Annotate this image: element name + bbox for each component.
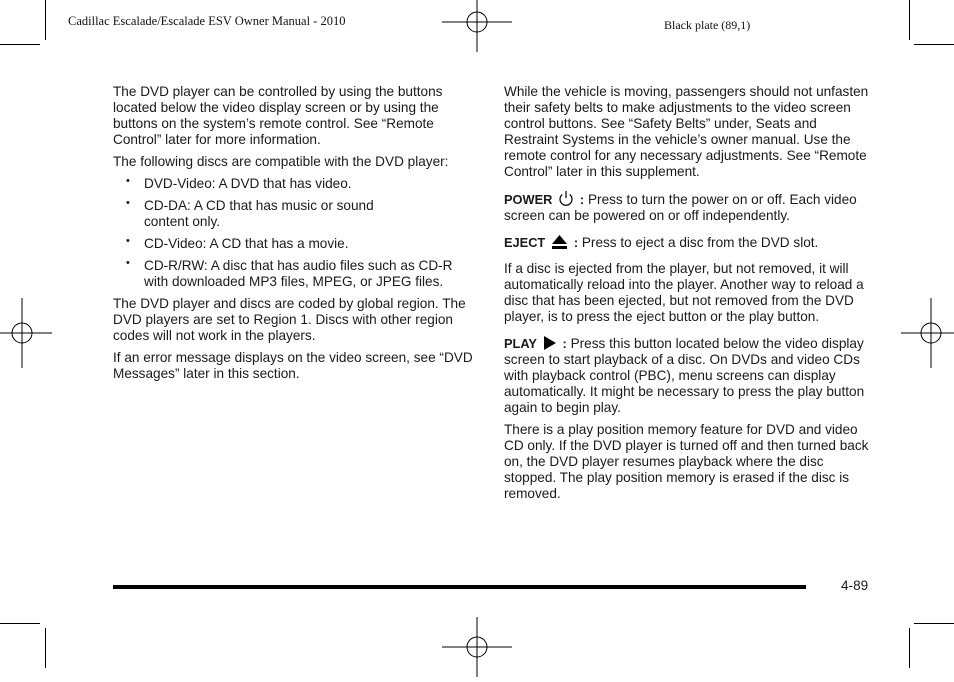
registration-mark-icon: [442, 612, 512, 682]
crop-mark-tr-v: [909, 0, 910, 40]
memory-paragraph: There is a play position memory feature for DVD and video CD only. If the DVD player is turned off and then turned back on, the DVD player resumes playback where the disc stopped. The play position memory is erased if the disc is removed.: [504, 422, 869, 501]
right-column: [504, 84, 870, 508]
left-column: [113, 84, 478, 388]
manual-title: Cadillac Escalade/Escalade ESV Owner Manual - 2010: [68, 14, 346, 28]
list-item: [113, 258, 478, 290]
compatible-discs-paragraph: The following discs are compatible with the DVD player:: [113, 154, 449, 169]
registration-mark-icon: [0, 298, 57, 368]
list-item-text: CD-DA: A CD that has music or sound content only.: [144, 198, 374, 229]
intro-paragraph: The DVD player can be controlled by using the buttons located below the video display screen or by using the buttons on the system’s remote control. See “Remote Control” later for more information.: [113, 84, 443, 147]
list-item: [113, 176, 478, 192]
eject-paragraph: [504, 234, 870, 251]
region-paragraph: The DVD player and discs are coded by global region. The DVD players are set to Region 1. Discs with other region codes will not work in the players.: [113, 296, 466, 343]
crop-mark-br-h: [914, 623, 954, 624]
crop-mark-tr-h: [914, 44, 954, 45]
list-item: [113, 198, 478, 230]
power-colon: :: [579, 192, 585, 207]
power-icon: [558, 190, 574, 207]
power-term: POWER: [504, 192, 553, 207]
crop-mark-tl-h: [0, 44, 40, 45]
bullet: •: [126, 197, 130, 209]
play-icon: [543, 335, 557, 351]
power-description: Press to turn the power on or off. Each video screen can be powered on or off independently.: [504, 192, 857, 223]
footer-rule: [113, 585, 806, 589]
registration-mark-icon: [442, 0, 512, 57]
list-item-text: CD-Video: A CD that has a movie.: [144, 236, 349, 251]
plate-label: Black plate (89,1): [664, 18, 751, 32]
power-paragraph: [504, 190, 870, 224]
bullet: •: [126, 235, 130, 247]
play-description: Press this button located below the video display screen to start playback of a disc. On DVDs and video CDs with playback control (PBC), menu screens can display automatically. It might be necessary to press the play button again to begin play.: [504, 336, 865, 415]
play-colon: :: [562, 336, 567, 351]
eject-colon: :: [573, 235, 579, 250]
bullet: •: [126, 257, 130, 269]
error-paragraph: If an error message displays on the video screen, see “DVD Messages” later in this section.: [113, 350, 473, 381]
eject-icon: [551, 234, 568, 250]
registration-mark-icon: [896, 298, 954, 368]
crop-mark-br-v: [909, 628, 910, 668]
crop-mark-bl-v: [45, 628, 46, 668]
play-term: PLAY: [504, 336, 537, 351]
list-item-text: CD-R/RW: A disc that has audio files such as CD-R with downloaded MP3 files, MPEG, or JPEG files.: [144, 258, 453, 289]
bullet: •: [126, 175, 130, 187]
safety-paragraph: While the vehicle is moving, passengers should not unfasten their safety belts to make adjustments to the video screen control buttons. See “Safety Belts” under, Seats and Restraint Systems in the vehicle’s owner manual. Use the remote control for any necessary adjustments. See “Remote Control” later in this supplement.: [504, 84, 869, 179]
eject-description: Press to eject a disc from the DVD slot.: [581, 235, 819, 250]
page-number: 4-89: [841, 578, 869, 593]
play-paragraph: [504, 335, 870, 416]
list-item-text: DVD-Video: A DVD that has video.: [144, 176, 352, 191]
list-item: [113, 236, 478, 252]
reload-paragraph: If a disc is ejected from the player, but not removed, it will automatically reload into the player. Another way to reload a disc that has been ejected, but not removed from the DVD player, is to press the eject button or the play button.: [504, 261, 864, 324]
crop-mark-bl-h: [0, 623, 40, 624]
eject-term: EJECT: [504, 235, 546, 250]
crop-mark-tl-v: [45, 0, 46, 40]
